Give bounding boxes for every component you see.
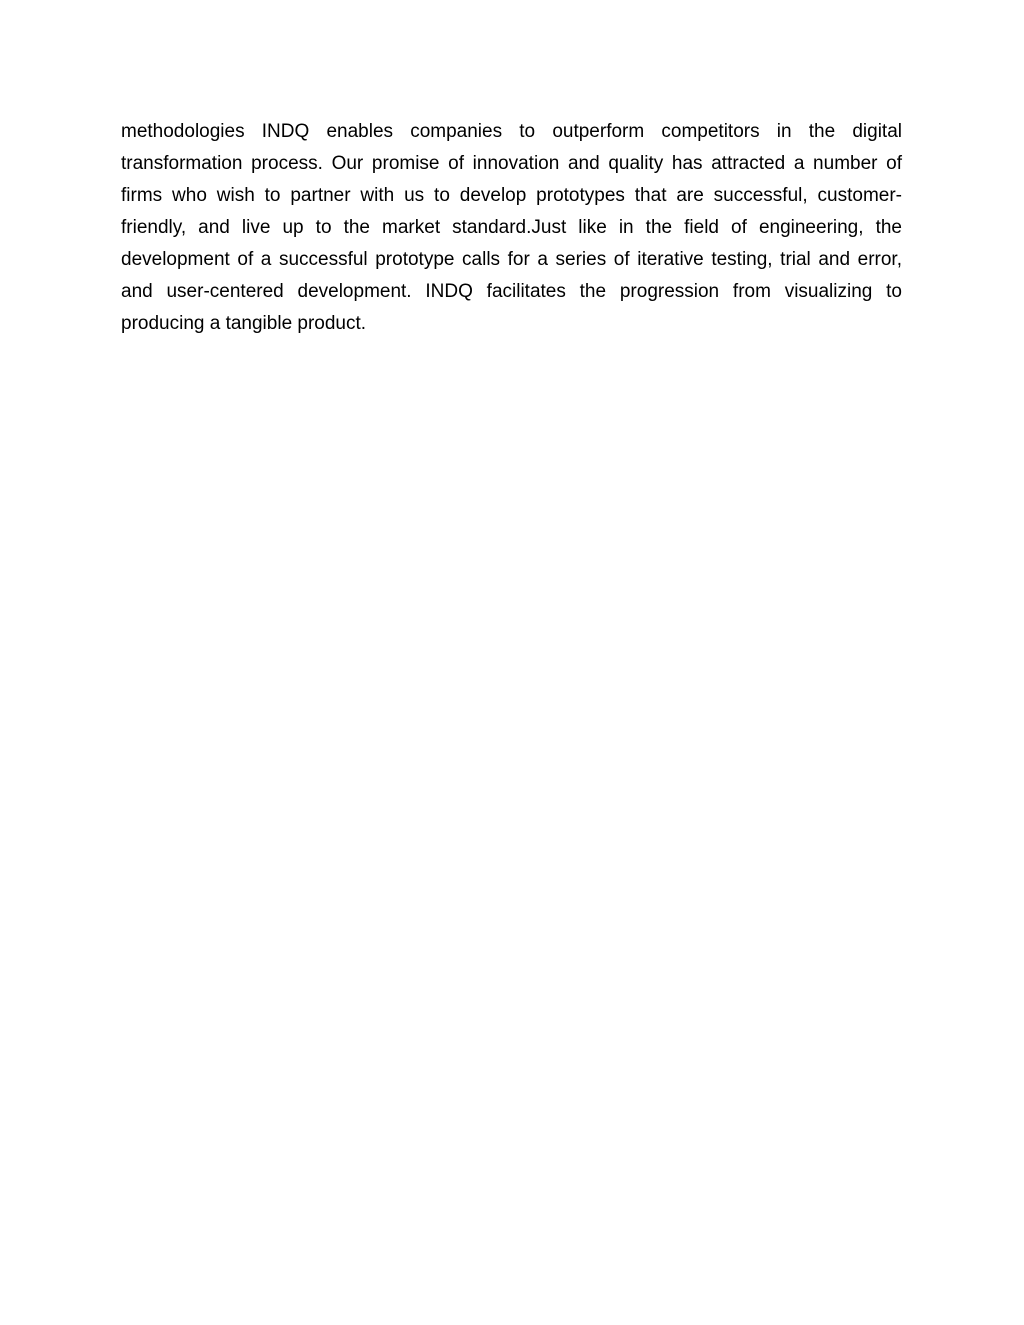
body-paragraph: methodologies INDQ enables companies to outperform competitors in the digital transformation process. Our promise of innovation and quality has attracted a number of firms who wish to partner with us to develop prototypes that are successful, customer-friendly, and live up to the market standard.Just like in the field of engineering, the development of a successful prototype calls for a series of iterative testing, trial and error, and user-centered development. INDQ facilitates the progression from visualizing to producing a tangible product.	[121, 121, 902, 334]
